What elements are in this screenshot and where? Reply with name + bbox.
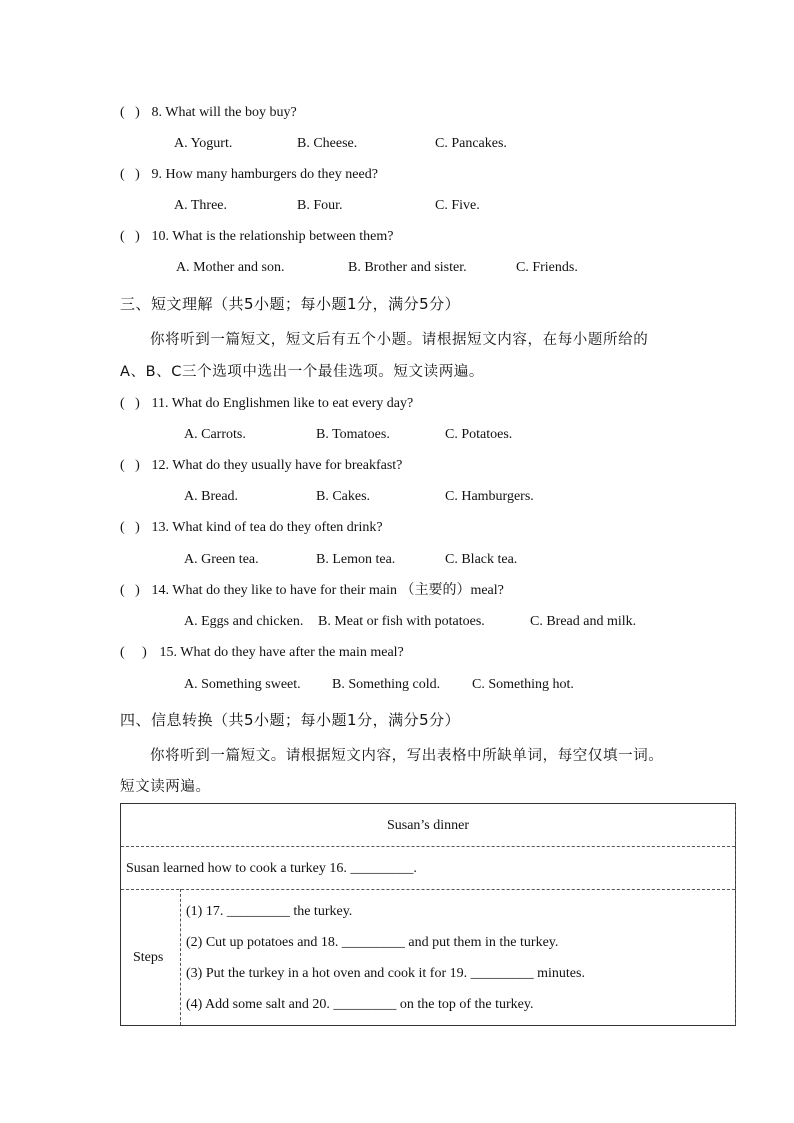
answer-bracket[interactable]: ( ) [120, 583, 140, 598]
question-text: What do they usually have for breakfast? [172, 458, 403, 473]
table-column-divider [180, 889, 181, 1025]
answer-bracket[interactable]: ( ) [120, 105, 140, 120]
option-b: B. Tomatoes. [316, 427, 390, 442]
question-number: 13. [151, 520, 169, 535]
section-4-heading: 四、信息转换（共5小题；每小题1分，满分5分） [120, 711, 461, 729]
option-c: C. Potatoes. [445, 427, 513, 442]
table-row-intro[interactable]: Susan learned how to cook a turkey 16. _________. [126, 861, 417, 876]
section-3-instruction: 你将听到一篇短文，短文后有五个小题。请根据短文内容，在每小题所给的 [150, 332, 649, 348]
option-a: A. Bread. [184, 489, 239, 504]
step-3[interactable]: (3) Put the turkey in a hot oven and cook it for 19. _________ minutes. [186, 966, 585, 981]
info-table [120, 803, 736, 1026]
option-c: C. Hamburgers. [445, 489, 534, 504]
option-c: C. Black tea. [445, 552, 518, 567]
option-a: A. Yogurt. [174, 136, 233, 151]
question-text: What kind of tea do they often drink? [172, 520, 383, 535]
option-c: C. Five. [435, 198, 480, 213]
option-c: C. Bread and milk. [530, 614, 637, 629]
option-b: B. Something cold. [332, 677, 441, 692]
question-number: 14. [151, 583, 169, 598]
question-11 [120, 395, 413, 413]
option-a: A. Something sweet. [184, 677, 301, 692]
option-a: A. Carrots. [184, 427, 246, 442]
option-c: C. Pancakes. [435, 136, 507, 151]
question-number: 12. [151, 458, 169, 473]
option-c: C. Something hot. [472, 677, 574, 692]
question-text: What do Englishmen like to eat every day? [171, 396, 414, 411]
option-b: B. Lemon tea. [316, 552, 396, 567]
answer-bracket[interactable]: ( ) [120, 645, 147, 660]
question-8 [120, 104, 297, 122]
option-b: B. Cheese. [297, 136, 358, 151]
option-b: B. Meat or fish with potatoes. [318, 614, 485, 629]
answer-bracket[interactable]: ( ) [120, 167, 140, 182]
question-14 [120, 582, 504, 600]
step-2[interactable]: (2) Cut up potatoes and 18. _________ and put them in the turkey. [186, 935, 559, 950]
option-b: B. Cakes. [316, 489, 371, 504]
step-1[interactable]: (1) 17. _________ the turkey. [186, 904, 353, 919]
question-9 [120, 166, 378, 184]
question-text: How many hamburgers do they need? [165, 167, 378, 182]
table-divider [121, 846, 735, 847]
answer-bracket[interactable]: ( ) [120, 229, 140, 244]
question-13 [120, 519, 383, 537]
option-b: B. Brother and sister. [348, 260, 467, 275]
option-a: A. Three. [174, 198, 227, 213]
question-number: 10. [151, 229, 169, 244]
section-3-heading: 三、短文理解（共5小题；每小题1分，满分5分） [120, 295, 461, 313]
step-4[interactable]: (4) Add some salt and 20. _________ on the top of the turkey. [186, 997, 534, 1012]
section-4-instruction: 你将听到一篇短文。请根据短文内容，写出表格中所缺单词，每空仅填一词。 [150, 748, 664, 764]
option-a: A. Green tea. [184, 552, 259, 567]
question-number: 8. [151, 105, 162, 120]
option-a: A. Mother and son. [176, 260, 285, 275]
question-15 [120, 644, 404, 662]
table-divider [121, 889, 735, 890]
section-4-instruction-cont: 短文读两遍。 [120, 779, 211, 795]
question-12 [120, 457, 402, 475]
answer-bracket[interactable]: ( ) [120, 458, 140, 473]
question-text: What will the boy buy? [165, 105, 297, 120]
option-a: A. Eggs and chicken. [184, 614, 304, 629]
question-number: 9. [151, 167, 162, 182]
question-text: What do they have after the main meal? [180, 645, 404, 660]
table-right-border [735, 804, 736, 1025]
question-text: What do they like to have for their main （主要的）meal? [172, 583, 504, 598]
answer-bracket[interactable]: ( ) [120, 520, 140, 535]
section-3-instruction-cont: A、B、C三个选项中选出一个最佳选项。短文读两遍。 [120, 364, 484, 380]
steps-label: Steps [133, 950, 164, 965]
option-b: B. Four. [297, 198, 343, 213]
question-number: 11. [151, 396, 169, 411]
answer-bracket[interactable]: ( ) [120, 396, 140, 411]
table-title: Susan’s dinner [386, 818, 470, 833]
option-c: C. Friends. [516, 260, 578, 275]
question-number: 15. [159, 645, 177, 660]
question-10 [120, 228, 393, 246]
question-text: What is the relationship between them? [172, 229, 394, 244]
